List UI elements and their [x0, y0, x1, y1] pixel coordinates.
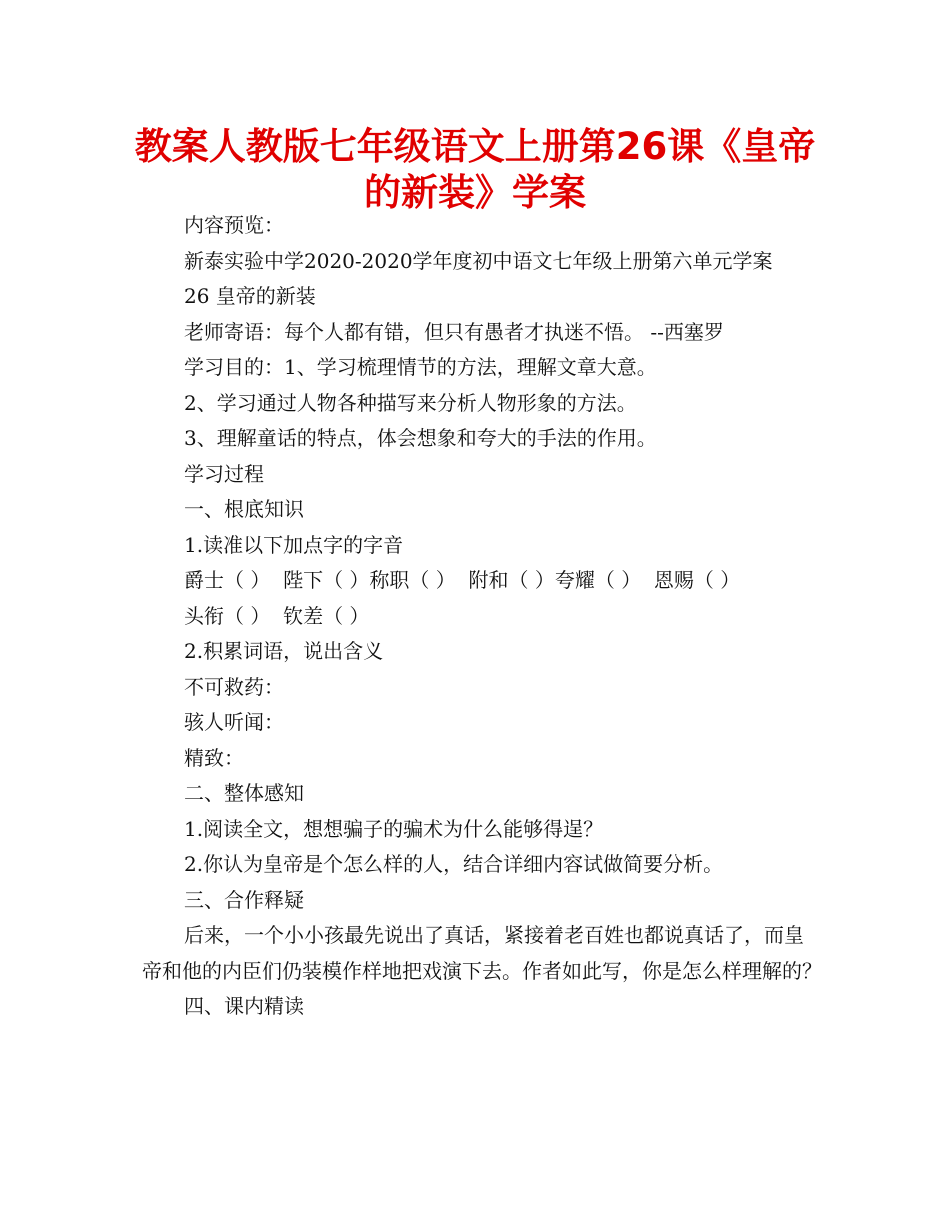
document-body	[142, 208, 822, 1025]
section-heading-process: 学习过程	[184, 461, 264, 486]
document-title-line-1: 教案人教版七年级语文上册第26课《皇帝	[134, 125, 816, 168]
paragraph-vocab-3: 精致：	[184, 745, 244, 770]
paragraph-preview-label: 内容预览：	[184, 213, 284, 237]
paragraph-goal-3: 3、理解童话的特点，体会想象和夸大的手法的作用。	[184, 426, 657, 450]
paragraph-vocab-2: 骇人听闻：	[184, 710, 284, 734]
paragraph-goal-1: 学习目的：1、学习梳理情节的方法，理解文章大意。	[184, 355, 657, 379]
paragraph-question-2: 2.你认为皇帝是个怎么样的人，结合详细内容试做简要分析。	[184, 852, 724, 876]
paragraph-pronunciation-words-1: 爵士（ ） 陛下（ ）称职（ ） 附和（ ）夸耀（ ） 恩赐（ ）	[184, 568, 741, 592]
paragraph-vocab-1: 不可救药：	[184, 674, 284, 699]
paragraph-goal-2: 2、学习通过人物各种描写来分析人物形象的方法。	[184, 390, 637, 415]
section-heading-cooperation: 三、合作释疑	[184, 887, 304, 912]
paragraph-pronunciation-words-2: 头衔（ ） 钦差（ ）	[184, 603, 370, 628]
paragraph-vocabulary-task: 2.积累词语，说出含义	[184, 639, 384, 663]
paragraph-cooperation-question: 后来，一个小小孩最先说出了真话，紧接着老百姓也都说真话了，而皇帝和他的内臣们仍装模作样地把戏演下去。作者如此写，你是怎么样理解的？	[142, 923, 822, 983]
paragraph-pronunciation-task: 1.读准以下加点字的字音	[184, 532, 404, 557]
section-heading-basics: 一、根底知识	[184, 497, 304, 521]
paragraph-school-heading: 新泰实验中学2020-2020学年度初中语文七年级上册第六单元学案	[184, 248, 773, 273]
section-heading-overall: 二、整体感知	[184, 781, 304, 805]
paragraph-question-1: 1.阅读全文，想想骗子的骗术为什么能够得逞？	[184, 816, 604, 841]
section-heading-close-reading: 四、课内精读	[184, 994, 304, 1018]
paragraph-lesson-title: 26 皇帝的新装	[184, 284, 316, 308]
paragraph-teacher-quote: 老师寄语：每个人都有错，但只有愚者才执迷不悟。 --西塞罗	[184, 319, 724, 344]
document-title-line-2: 的新装》学案	[364, 171, 586, 214]
